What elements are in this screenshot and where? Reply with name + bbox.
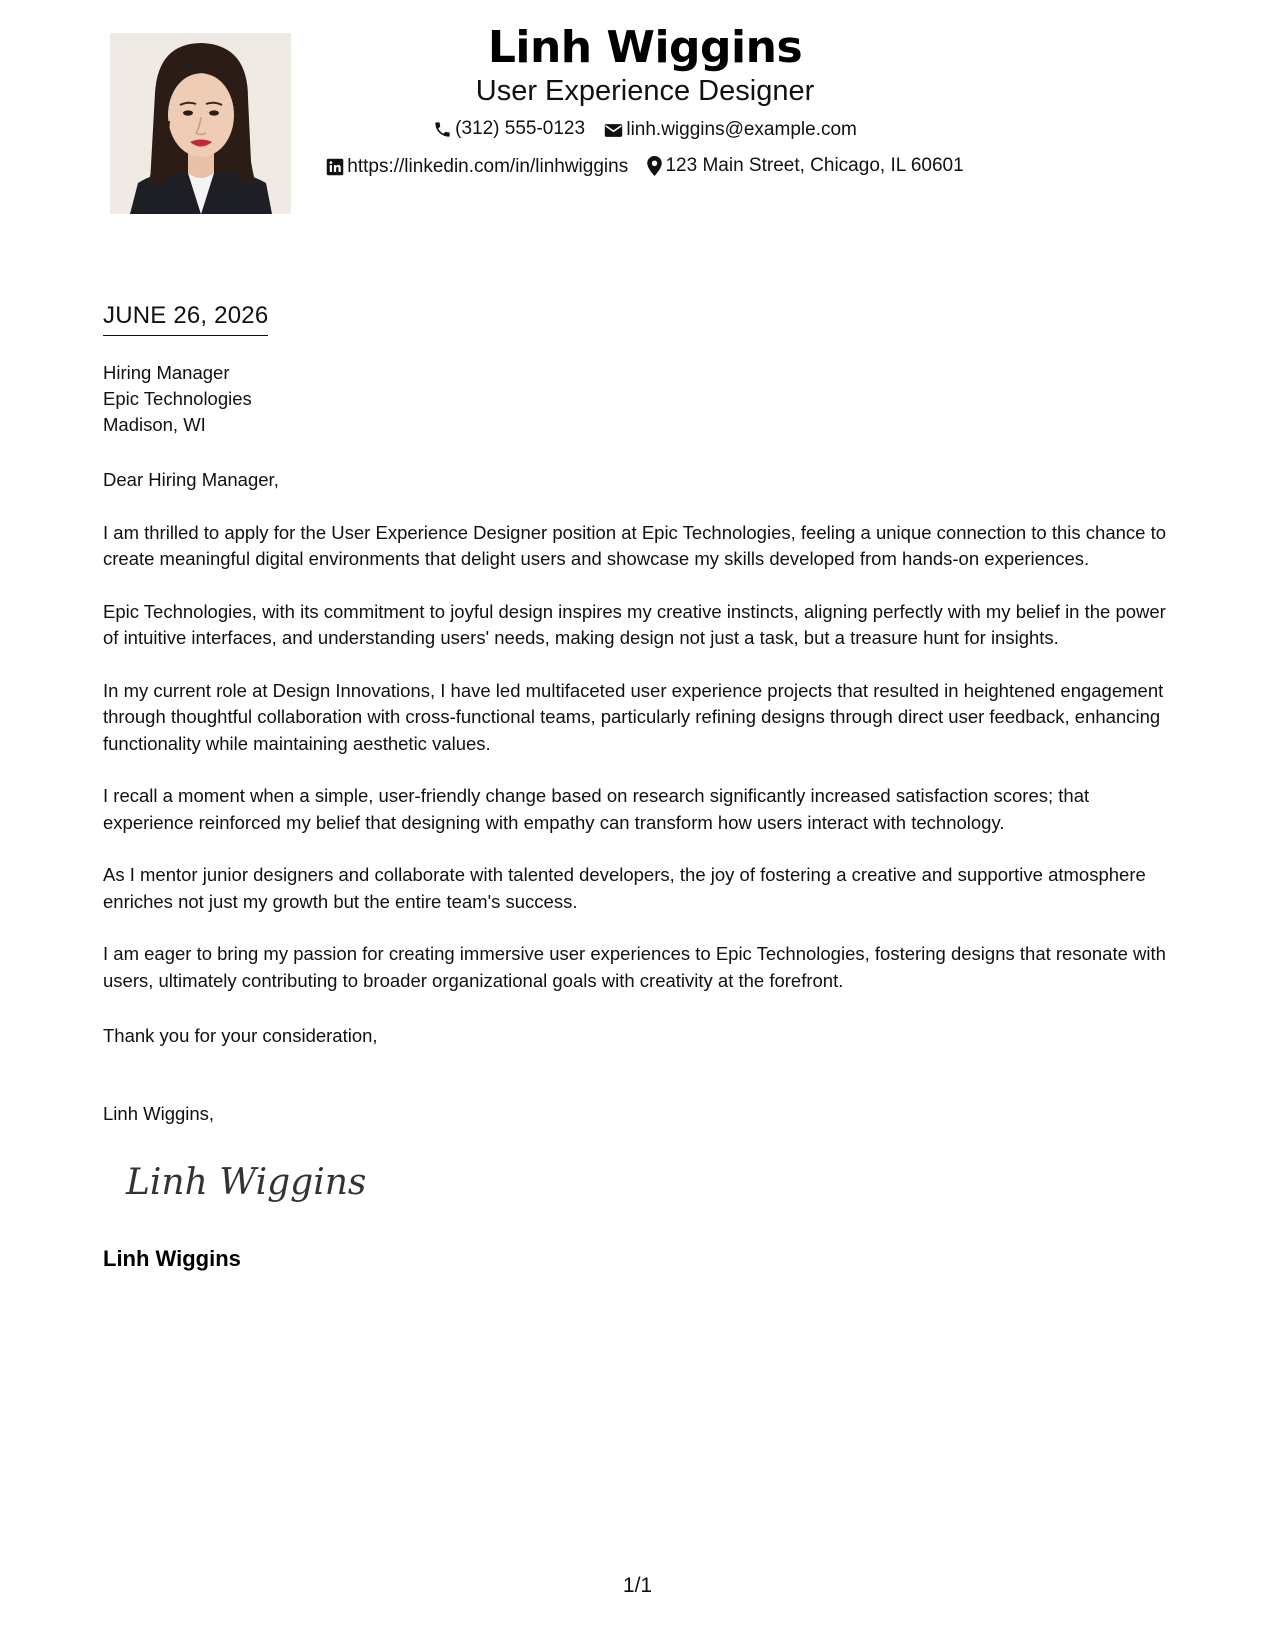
recipient-line: Epic Technologies (103, 388, 252, 409)
recipient-line: Madison, WI (103, 414, 206, 435)
recipient-block (103, 360, 252, 438)
handwritten-signature (122, 1148, 367, 1214)
letter-date: JUNE 26, 2026 (103, 301, 268, 336)
envelope-icon (604, 122, 623, 139)
map-marker-icon (647, 156, 662, 176)
phone-icon (433, 120, 452, 139)
letter-paragraph: As I mentor junior designers and collaborate with talented developers, the joy of fostering a creative and supportive atmosphere enriches not just my growth but the entire team's success. (103, 864, 1146, 912)
linkedin-icon (326, 158, 344, 176)
email-text[interactable]: linh.wiggins@example.com (626, 119, 857, 140)
page-number: 1/1 (622, 1574, 653, 1597)
header (295, 22, 995, 182)
printed-name: Linh Wiggins (103, 1246, 241, 1271)
applicant-name: Linh Wiggins (487, 22, 803, 73)
profile-photo (110, 33, 291, 214)
letter-body (103, 467, 1178, 1020)
contact-row-1 (295, 118, 995, 145)
letter-paragraph: I recall a moment when a simple, user-friendly change based on research significantly increased satisfaction scores; that experience reinforced my belief that designing with empathy can transform how users interact with technology. (103, 785, 1090, 833)
applicant-title: User Experience Designer (475, 75, 815, 107)
contact-phone (433, 118, 585, 140)
recipient-line: Hiring Manager (103, 362, 230, 383)
letter-paragraph: I am eager to bring my passion for creating immersive user experiences to Epic Technologies, fostering designs that resonate with users, ultimately contributing to broader organizational goals with creativity at the forefront. (103, 943, 1166, 991)
address-text: 123 Main Street, Chicago, IL 60601 (665, 154, 964, 176)
contact-linkedin[interactable] (326, 156, 628, 178)
letter-paragraph: Epic Technologies, with its commitment to joyful design inspires my creative instincts, aligning perfectly with my belief in the power of intuitive interfaces, and understanding users' needs, making design not just a task, but a treasure hunt for insights. (103, 600, 1166, 648)
letter-paragraph: In my current role at Design Innovations, I have led multifaceted user experience projects that resulted in heightened engagement through thoughtful collaboration with cross-functional teams, particularly refining designs through direct user feedback, enhancing functionality while maintaining aesthetic values. (103, 679, 1164, 754)
closing-line: Thank you for your consideration, (103, 1025, 378, 1046)
contact-address (647, 155, 963, 177)
contact-row-2 (295, 155, 995, 182)
linkedin-text[interactable]: https://linkedin.com/in/linhwiggins (347, 155, 629, 177)
signature-text: Linh Wiggins (126, 1162, 367, 1203)
contact-email[interactable] (604, 119, 857, 141)
salutation: Dear Hiring Manager, (103, 469, 279, 490)
letter-paragraph: I am thrilled to apply for the User Experience Designer position at Epic Technologies, feeling a unique connection to this chance to create meaningful digital environments that delight users and showcase my skills developed from hands-on experiences. (103, 521, 1167, 569)
phone-text: (312) 555-0123 (455, 118, 586, 139)
signoff-name: Linh Wiggins, (103, 1103, 215, 1124)
